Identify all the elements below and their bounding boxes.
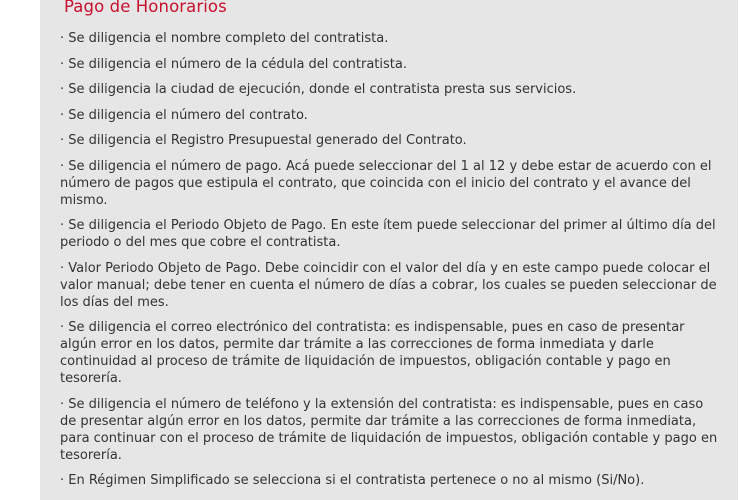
list-item: · Se diligencia el número de teléfono y la extensión del contratista: es indispensable, pues en caso de presentar algún error en los datos, permite dar trámite a las correcciones de forma inmediata, para continuar con el proceso de trámite de liquidación de impuestos, obligación contable y pago en tesorería. [60,396,718,463]
list-item: · Se diligencia el Periodo Objeto de Pago. En este ítem puede seleccionar del primer al último día del periodo o del mes que cobre el contratista. [60,218,716,250]
list-item: · En Régimen Simplificado se selecciona si el contratista pertenece o no al mismo (Si/No). [60,473,645,488]
instructions-list [60,30,720,498]
list-item: · Se diligencia el correo electrónico del contratista: es indispensable, pues en caso de presentar algún error en los datos, permite dar trámite a las correcciones de forma inmediata y darle continuidad al proceso de trámite de liquidación de impuestos, obligación contable y pago en tesorería. [60,320,685,386]
list-item: · Se diligencia el Registro Presupuestal generado del Contrato. [60,133,467,148]
section-title: Pago de Honorarios [64,0,227,16]
list-item: · Se diligencia el número de la cédula del contratista. [60,56,407,72]
content-panel [40,0,738,500]
list-item: · Se diligencia la ciudad de ejecución, donde el contratista presta sus servicios. [60,82,577,97]
list-item: · Se diligencia el nombre completo del contratista. [60,31,389,46]
list-item: · Se diligencia el número de pago. Acá puede seleccionar del 1 al 12 y debe estar de acuerdo con el número de pagos que estipula el contrato, que coincida con el inicio del contrato y el avance del mismo. [60,158,712,208]
list-item: · Se diligencia el número del contrato. [60,107,308,123]
list-item: · Valor Periodo Objeto de Pago. Debe coincidir con el valor del día y en este campo puede colocar el valor manual; debe tener en cuenta el número de días a cobrar, los cuales se pueden seleccionar de los días del mes. [60,260,717,310]
